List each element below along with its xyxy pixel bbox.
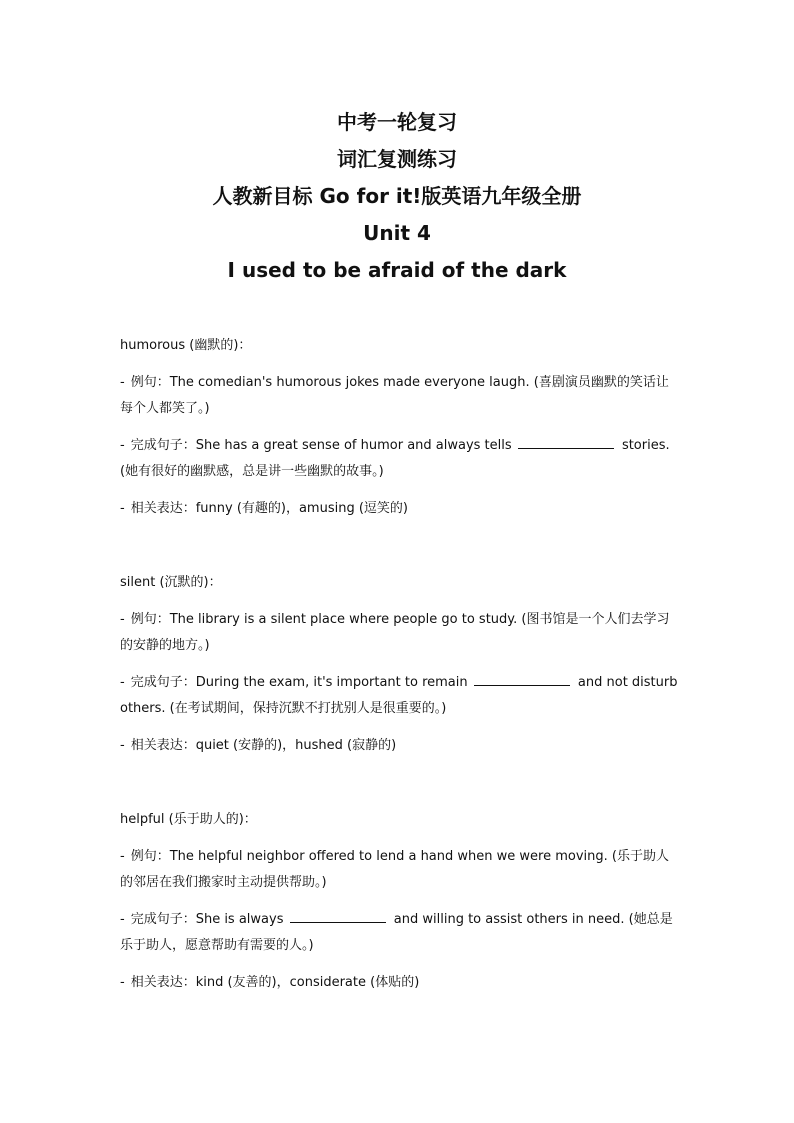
complete-before: 完成句子：She has a great sense of humor and always tells [130,438,512,453]
vocab-entries [120,333,680,996]
complete-before: 完成句子：During the exam, it's important to remain [130,675,468,690]
entry-complete-sentence [120,907,680,959]
answer-blank[interactable] [474,671,570,686]
bullet-dash: - [120,675,125,690]
answer-blank[interactable] [518,434,614,449]
answer-blank[interactable] [290,908,386,923]
related-text: 相关表达：funny (有趣的)，amusing (逗笑的) [130,501,408,516]
vocab-entry-helpful [120,807,680,996]
entry-related [120,733,680,759]
example-text: 例句：The library is a silent place where people go to study. (图书馆是一个人们去学习的安静的地方。) [120,612,670,653]
bullet-dash: - [120,849,125,864]
bullet-dash: - [120,438,125,453]
vocab-entry-humorous [120,333,680,522]
entry-example [120,607,680,659]
complete-before: 完成句子：She is always [130,912,284,927]
bullet-dash: - [120,975,125,990]
bullet-dash: - [120,612,125,627]
entry-headword: silent (沉默的)： [120,575,222,590]
title-vocab-test: 词汇复测练习 [337,147,457,171]
bullet-dash: - [120,375,125,390]
entry-complete-sentence [120,670,680,722]
vocab-entry-silent [120,570,680,759]
document-header [0,104,794,289]
entry-example [120,844,680,896]
entry-headword: helpful (乐于助人的)： [120,812,257,827]
complete-after: stories. (她有很好的幽默感，总是讲一些幽默的故事。) [120,438,670,479]
title-textbook: 人教新目标 Go for it!版英语九年级全册 [212,184,582,208]
entry-example [120,370,680,422]
title-review: 中考一轮复习 [337,110,457,134]
bullet-dash: - [120,738,125,753]
title-unit: Unit 4 [363,221,431,245]
complete-after: and not disturb others. (在考试期间，保持沉默不打扰别人是很重要的。) [120,675,678,716]
bullet-dash: - [120,912,125,927]
related-text: 相关表达：kind (友善的)，considerate (体贴的) [130,975,420,990]
entry-related [120,496,680,522]
example-text: 例句：The comedian's humorous jokes made everyone laugh. (喜剧演员幽默的笑话让每个人都笑了。) [120,375,669,416]
entry-related [120,970,680,996]
bullet-dash: - [120,501,125,516]
title-unit-topic: I used to be afraid of the dark [227,258,567,282]
related-text: 相关表达：quiet (安静的)，hushed (寂静的) [130,738,397,753]
example-text: 例句：The helpful neighbor offered to lend a hand when we were moving. (乐于助人的邻居在我们搬家时主动提供帮助。) [120,849,669,890]
entry-headword: humorous (幽默的)： [120,338,252,353]
complete-after: and willing to assist others in need. (她总是乐于助人，愿意帮助有需要的人。) [120,912,673,953]
entry-complete-sentence [120,433,680,485]
